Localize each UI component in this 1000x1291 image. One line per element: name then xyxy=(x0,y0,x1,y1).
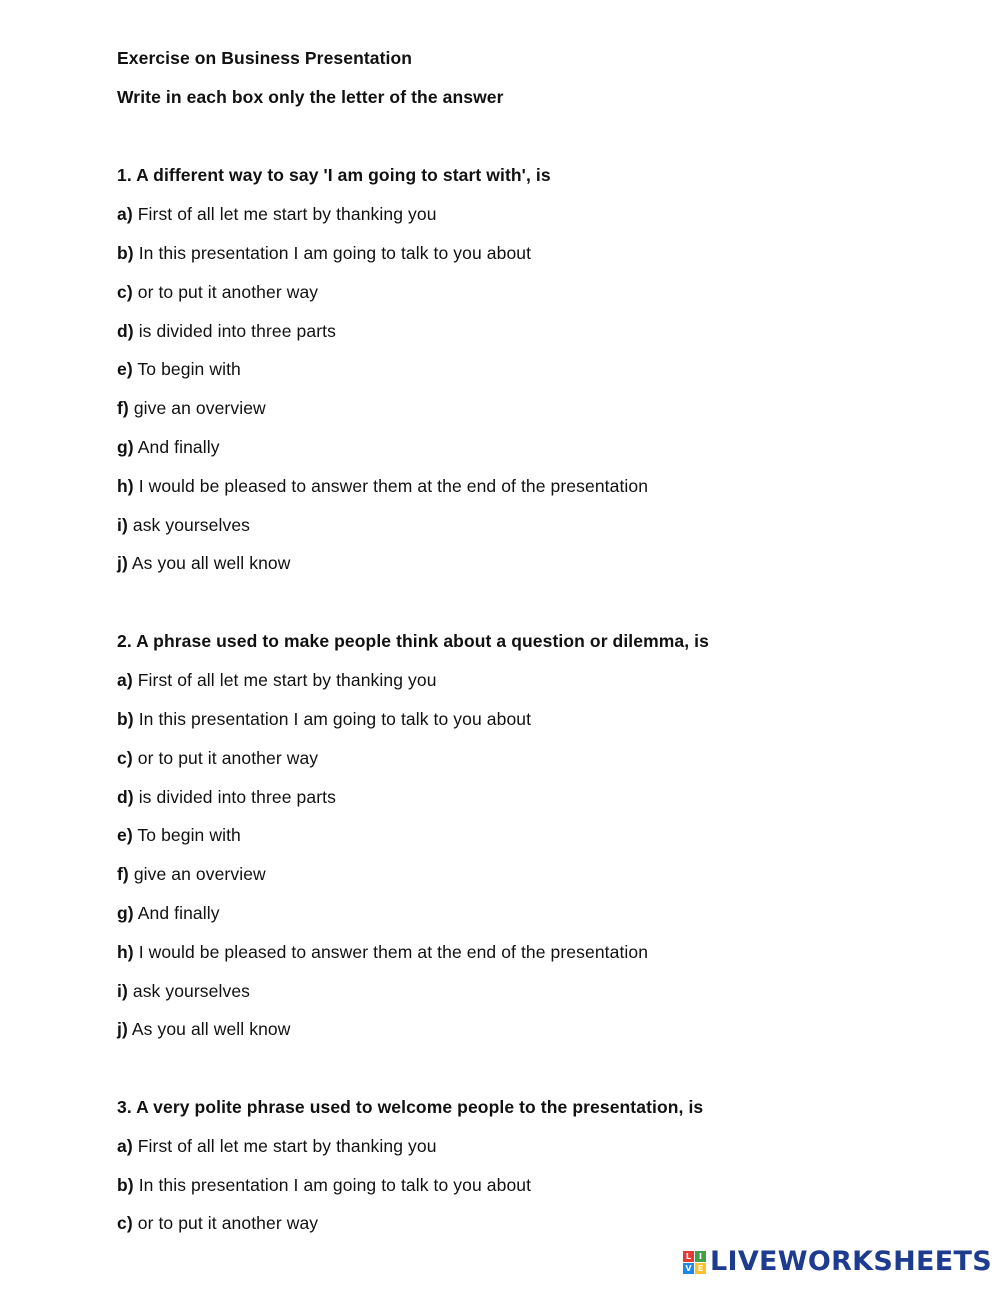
option-text: or to put it another way xyxy=(137,1213,319,1233)
option-text: ask yourselves xyxy=(132,981,251,1001)
logo-cell: I xyxy=(695,1251,706,1262)
logo-cell: V xyxy=(683,1263,694,1274)
option-letter: g) xyxy=(117,437,134,457)
option-text: In this presentation I am going to talk to you about xyxy=(138,1175,532,1195)
answer-option xyxy=(117,1135,437,1157)
answer-option xyxy=(117,514,250,536)
option-letter: c) xyxy=(117,1213,133,1233)
option-text: is divided into three parts xyxy=(138,321,336,341)
option-text: As you all well know xyxy=(131,553,291,573)
option-letter: a) xyxy=(117,670,133,690)
option-text: First of all let me start by thanking you xyxy=(137,670,437,690)
option-letter: d) xyxy=(117,787,134,807)
answer-option xyxy=(117,708,531,730)
answer-option xyxy=(117,1018,291,1040)
option-text: is divided into three parts xyxy=(138,787,336,807)
answer-option xyxy=(117,786,336,808)
answer-option xyxy=(117,747,318,769)
option-letter: f) xyxy=(117,398,129,418)
answer-option xyxy=(117,980,250,1002)
option-text: To begin with xyxy=(137,825,241,845)
worksheet-instruction: Write in each box only the letter of the answer xyxy=(117,87,504,107)
option-text: or to put it another way xyxy=(137,748,319,768)
answer-option xyxy=(117,203,437,225)
option-text: And finally xyxy=(137,437,220,457)
option-letter: g) xyxy=(117,903,134,923)
option-text: I would be pleased to answer them at the end of the presentation xyxy=(138,942,649,962)
option-letter: j) xyxy=(117,1019,128,1039)
option-letter: e) xyxy=(117,825,133,845)
logo-cell: L xyxy=(683,1251,694,1262)
option-letter: e) xyxy=(117,359,133,379)
option-text: give an overview xyxy=(133,398,266,418)
option-text: In this presentation I am going to talk to you about xyxy=(138,709,532,729)
answer-option xyxy=(117,358,241,380)
answer-option xyxy=(117,397,266,419)
logo-cell: E xyxy=(695,1263,706,1274)
option-letter: a) xyxy=(117,204,133,224)
option-text: First of all let me start by thanking you xyxy=(137,204,437,224)
answer-option xyxy=(117,281,318,303)
option-text: ask yourselves xyxy=(132,515,251,535)
logo-mark-icon xyxy=(683,1251,706,1274)
answer-option xyxy=(117,320,336,342)
worksheet-title: Exercise on Business Presentation xyxy=(117,48,413,68)
option-letter: b) xyxy=(117,709,134,729)
answer-option xyxy=(117,1174,531,1196)
option-letter: c) xyxy=(117,748,133,768)
option-letter: i) xyxy=(117,981,128,1001)
question-prompt: 3. A very polite phrase used to welcome people to the presentation, is xyxy=(117,1097,704,1117)
option-letter: h) xyxy=(117,942,134,962)
answer-option xyxy=(117,669,437,691)
question-prompt: 1. A different way to say 'I am going to start with', is xyxy=(117,165,551,185)
option-letter: b) xyxy=(117,1175,134,1195)
answer-option xyxy=(117,824,241,846)
liveworksheets-logo xyxy=(683,1247,992,1277)
option-text: In this presentation I am going to talk to you about xyxy=(138,243,532,263)
option-letter: b) xyxy=(117,243,134,263)
option-text: or to put it another way xyxy=(137,282,319,302)
option-letter: a) xyxy=(117,1136,133,1156)
option-text: To begin with xyxy=(137,359,241,379)
answer-option xyxy=(117,242,531,264)
option-letter: h) xyxy=(117,476,134,496)
option-text: give an overview xyxy=(133,864,266,884)
answer-option xyxy=(117,863,266,885)
option-letter: d) xyxy=(117,321,134,341)
answer-option xyxy=(117,436,220,458)
option-text: And finally xyxy=(137,903,220,923)
answer-option xyxy=(117,941,648,963)
option-letter: j) xyxy=(117,553,128,573)
logo-wordmark: LIVEWORKSHEETS xyxy=(709,1246,992,1277)
answer-option xyxy=(117,552,291,574)
option-letter: i) xyxy=(117,515,128,535)
answer-option xyxy=(117,1212,318,1234)
answer-option xyxy=(117,475,648,497)
option-text: As you all well know xyxy=(131,1019,291,1039)
option-letter: f) xyxy=(117,864,129,884)
option-text: First of all let me start by thanking you xyxy=(137,1136,437,1156)
question-prompt: 2. A phrase used to make people think about a question or dilemma, is xyxy=(117,631,709,651)
option-letter: c) xyxy=(117,282,133,302)
answer-option xyxy=(117,902,220,924)
option-text: I would be pleased to answer them at the end of the presentation xyxy=(138,476,649,496)
